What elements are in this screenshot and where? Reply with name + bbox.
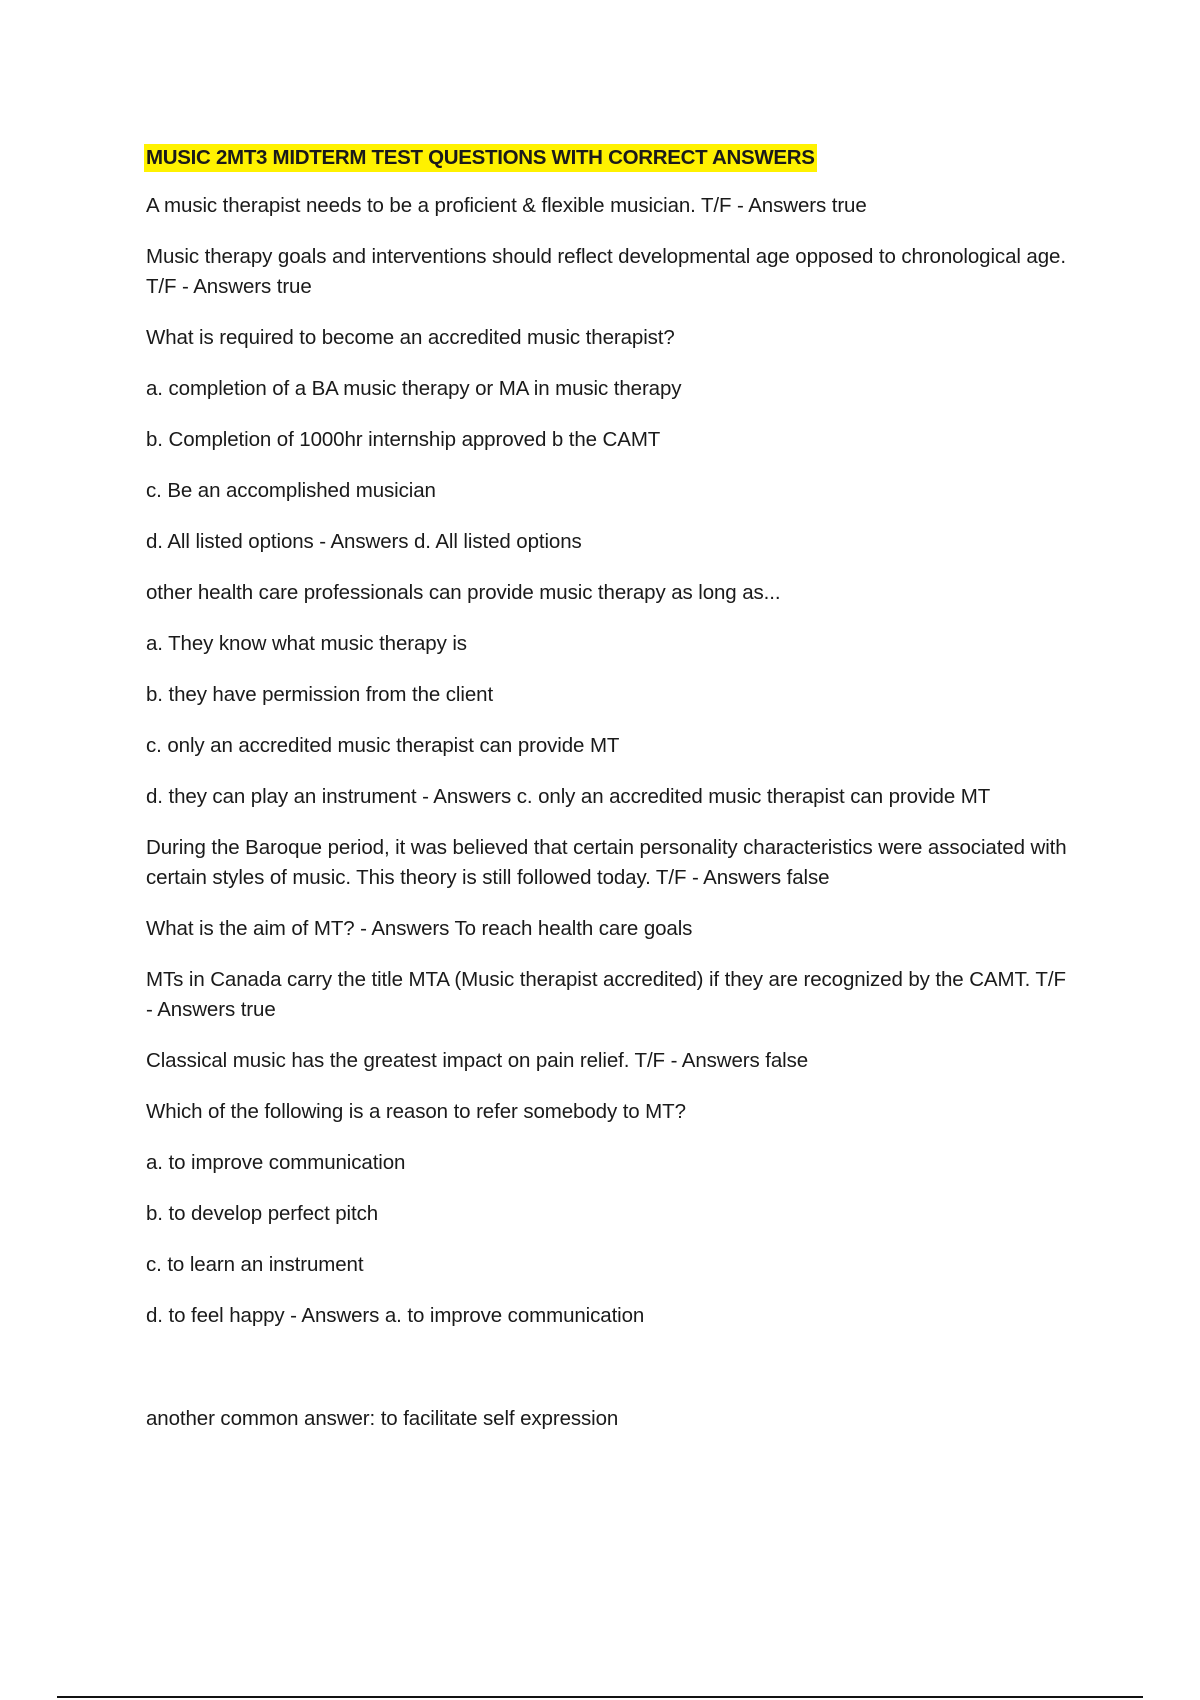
- question-paragraph: What is the aim of MT? - Answers To reach health care goals: [146, 917, 693, 940]
- answer-option: b. Completion of 1000hr internship approved b the CAMT: [146, 428, 661, 451]
- question-paragraph: MTs in Canada carry the title MTA (Music therapist accredited) if they are recognized by the CAMT. T/F - Answers true: [146, 968, 1066, 1021]
- answer-option: c. to learn an instrument: [146, 1253, 364, 1276]
- question-paragraph: During the Baroque period, it was believed that certain personality characteristics were associated with certain styles of music. This theory is still followed today. T/F - Answers false: [146, 836, 1067, 889]
- answer-option: d. they can play an instrument - Answers c. only an accredited music therapist can provide MT: [146, 785, 991, 808]
- answer-option: c. only an accredited music therapist can provide MT: [146, 734, 620, 757]
- answer-option: a. They know what music therapy is: [146, 632, 467, 655]
- question-paragraph: other health care professionals can provide music therapy as long as...: [146, 581, 781, 604]
- answer-option: d. to feel happy - Answers a. to improve communication: [146, 1304, 645, 1327]
- page-bottom-divider: [57, 1696, 1143, 1698]
- answer-option: d. All listed options - Answers d. All listed options: [146, 530, 582, 553]
- answer-option: b. they have permission from the client: [146, 683, 494, 706]
- answer-option: c. Be an accomplished musician: [146, 479, 436, 502]
- answer-option: a. to improve communication: [146, 1151, 406, 1174]
- question-paragraph: What is required to become an accredited music therapist?: [146, 326, 675, 349]
- footnote: another common answer: to facilitate self expression: [146, 1407, 619, 1430]
- document-page: [146, 143, 1076, 1455]
- answer-option: a. completion of a BA music therapy or MA in music therapy: [146, 377, 682, 400]
- question-paragraph: Which of the following is a reason to refer somebody to MT?: [146, 1100, 686, 1123]
- document-title: MUSIC 2MT3 MIDTERM TEST QUESTIONS WITH CORRECT ANSWERS: [144, 144, 817, 172]
- question-paragraph: Classical music has the greatest impact on pain relief. T/F - Answers false: [146, 1049, 809, 1072]
- question-paragraph: A music therapist needs to be a proficient & flexible musician. T/F - Answers true: [146, 194, 867, 217]
- answer-option: b. to develop perfect pitch: [146, 1202, 379, 1225]
- blank-space: [146, 1352, 1076, 1404]
- question-paragraph: Music therapy goals and interventions should reflect developmental age opposed to chronological age. T/F - Answers true: [146, 245, 1066, 298]
